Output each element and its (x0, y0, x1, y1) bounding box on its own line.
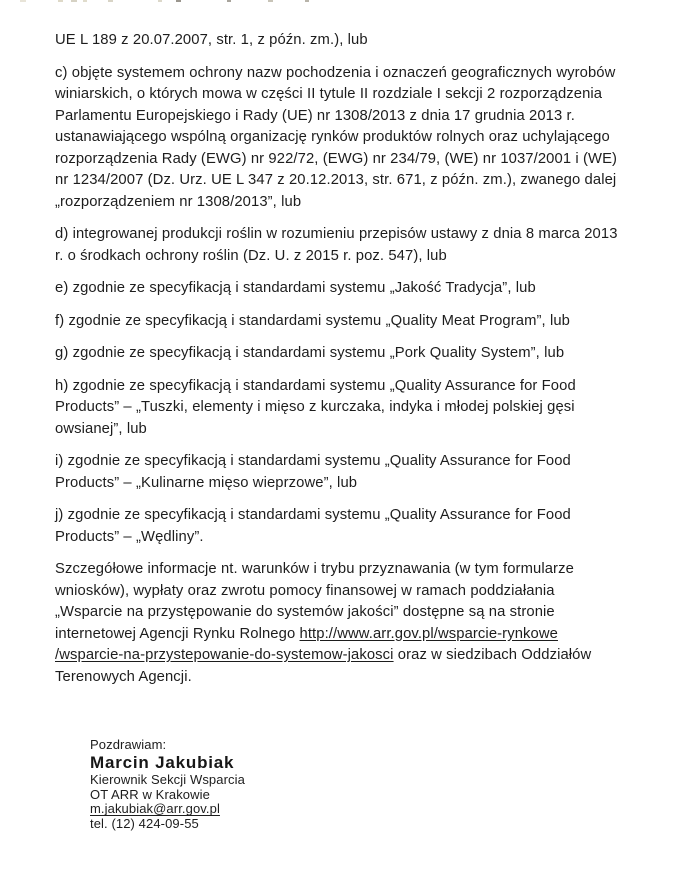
text-run: d) integrowanej produkcji roślin w rozumieniu przepisów ustawy z dnia 8 marca 2013 (55, 226, 618, 242)
paragraph-item-d (55, 224, 660, 267)
text-line (55, 149, 660, 171)
scan-artifact (176, 0, 181, 2)
paragraph-intro-continuation (55, 30, 660, 52)
text-run: Parlamentu Europejskiego i Rady (UE) nr 1308/2013 z dnia 17 grudnia 2013 r. (55, 107, 575, 124)
text-line (55, 106, 660, 128)
paragraphs (55, 30, 660, 688)
text-run: Terenowych Agencji. (55, 668, 192, 685)
text-run: c) objęte systemem ochrony nazw pochodzenia i oznaczeń geograficznych wyrobów (55, 64, 616, 81)
hyperlink[interactable]: /wsparcie-na-przystepowanie-do-systemow-jakosci (55, 647, 394, 663)
text-run: UE L 189 z 20.07.2007, str. 1, z późn. zm.), lub (55, 32, 368, 48)
text-line (55, 224, 660, 246)
text-run: internetowej Agencji Rynku Rolnego (55, 625, 300, 642)
text-line (55, 419, 660, 441)
signature-phone: tel. (12) 424-09-55 (90, 815, 199, 831)
text-run: wniosków), wypłaty oraz zwrotu pomocy finansowej w ramach poddziałania (55, 582, 555, 599)
paragraph-item-j (55, 505, 660, 548)
text-run: g) zgodnie ze specyfikacją i standardami systemu „Pork Quality System”, lub (55, 345, 565, 361)
paragraph-item-f (55, 311, 660, 333)
text-line (55, 311, 660, 333)
signature-name: Marcin Jakubiak (90, 753, 235, 773)
text-run: owsianej”, lub (55, 420, 147, 437)
signature-office: OT ARR w Krakowie (90, 786, 210, 802)
email-link[interactable]: m.jakubiak@arr.gov.pl (90, 801, 220, 817)
text-line (55, 63, 660, 85)
scan-artifact (58, 0, 63, 2)
text-run: Products” – „Kulinarne mięso wieprzowe”, lub (55, 474, 358, 491)
paragraph-info-footer (55, 559, 660, 688)
text-run: „Wsparcie na przystępowanie do systemów jakości” dostępne są na stronie (55, 604, 555, 620)
text-line (55, 376, 660, 398)
text-run: rozporządzenia Rady (EWG) nr 922/72, (EWG) nr 234/79, (WE) nr 1037/2001 i (WE) (55, 150, 618, 167)
text-line (55, 84, 660, 106)
text-line (55, 581, 660, 603)
scan-artifact (158, 0, 162, 2)
text-line (55, 343, 660, 365)
text-run: i) zgodnie ze specyfikacją i standardami systemu „Quality Assurance for Food (55, 453, 571, 469)
paragraph-item-h (55, 376, 660, 441)
text-run: ustanawiającego wspólną organizację rynków produktów rolnych oraz uchylającego (55, 129, 610, 145)
text-line (55, 192, 660, 214)
text-line (55, 667, 660, 689)
text-line (55, 624, 660, 646)
text-line (55, 473, 660, 495)
text-line (55, 505, 660, 527)
signature-email-line (90, 802, 660, 816)
scan-artifact (83, 0, 87, 2)
text-line (55, 246, 660, 268)
scan-artifact (305, 0, 309, 2)
text-run: f) zgodnie ze specyfikacją i standardami systemu „Quality Meat Program”, lub (55, 312, 571, 329)
text-line (55, 30, 660, 52)
text-line (55, 645, 660, 667)
text-line (55, 602, 660, 624)
scan-artifact (71, 0, 77, 2)
scan-artifact (20, 0, 26, 2)
paragraph-item-c (55, 63, 660, 214)
text-line (55, 127, 660, 149)
text-run: „rozporządzeniem nr 1308/2013”, lub (55, 193, 302, 210)
text-run: oraz w siedzibach Oddziałów (393, 647, 592, 663)
text-run: Szczegółowe informacje nt. warunków i trybu przyznawania (w tym formularze (55, 561, 574, 577)
signature-block (90, 738, 660, 831)
signature-closing: Pozdrawiam: (90, 737, 167, 752)
paragraph-item-i (55, 451, 660, 494)
text-run: Products” – „Wędliny”. (55, 528, 204, 545)
text-line (55, 527, 660, 549)
scan-artifact (268, 0, 273, 2)
text-run: nr 1234/2007 (Dz. Urz. UE L 347 z 20.12.2013, str. 671, z późn. zm.), zwanego dalej (55, 172, 617, 188)
text-run: j) zgodnie ze specyfikacją i standardami systemu „Quality Assurance for Food (55, 507, 571, 523)
text-run: winiarskich, o których mowa w części II tytule II rozdziale I sekcji 2 rozporządzenia (55, 86, 603, 102)
text-run: r. o środkach ochrony roślin (Dz. U. z 2015 r. poz. 547), lub (55, 247, 447, 264)
text-line (55, 559, 660, 581)
signature-title: Kierownik Sekcji Wsparcia (90, 772, 245, 788)
paragraph-item-e (55, 278, 660, 300)
text-run: h) zgodnie ze specyfikacją i standardami systemu „Quality Assurance for Food (55, 377, 576, 394)
hyperlink[interactable]: http://www.arr.gov.pl/wsparcie-rynkowe (299, 625, 558, 642)
scan-artifact (108, 0, 113, 2)
scan-artifact (227, 0, 231, 2)
text-run: e) zgodnie ze specyfikacją i standardami systemu „Jakość Tradycja”, lub (55, 280, 536, 296)
text-line (55, 278, 660, 300)
text-line (55, 451, 660, 473)
text-line (55, 170, 660, 192)
paragraph-item-g (55, 343, 660, 365)
text-run: Products” – „Tuszki, elementy i mięso z kurczaka, indyka i młodej polskiej gęsi (55, 399, 575, 415)
text-line (55, 397, 660, 419)
